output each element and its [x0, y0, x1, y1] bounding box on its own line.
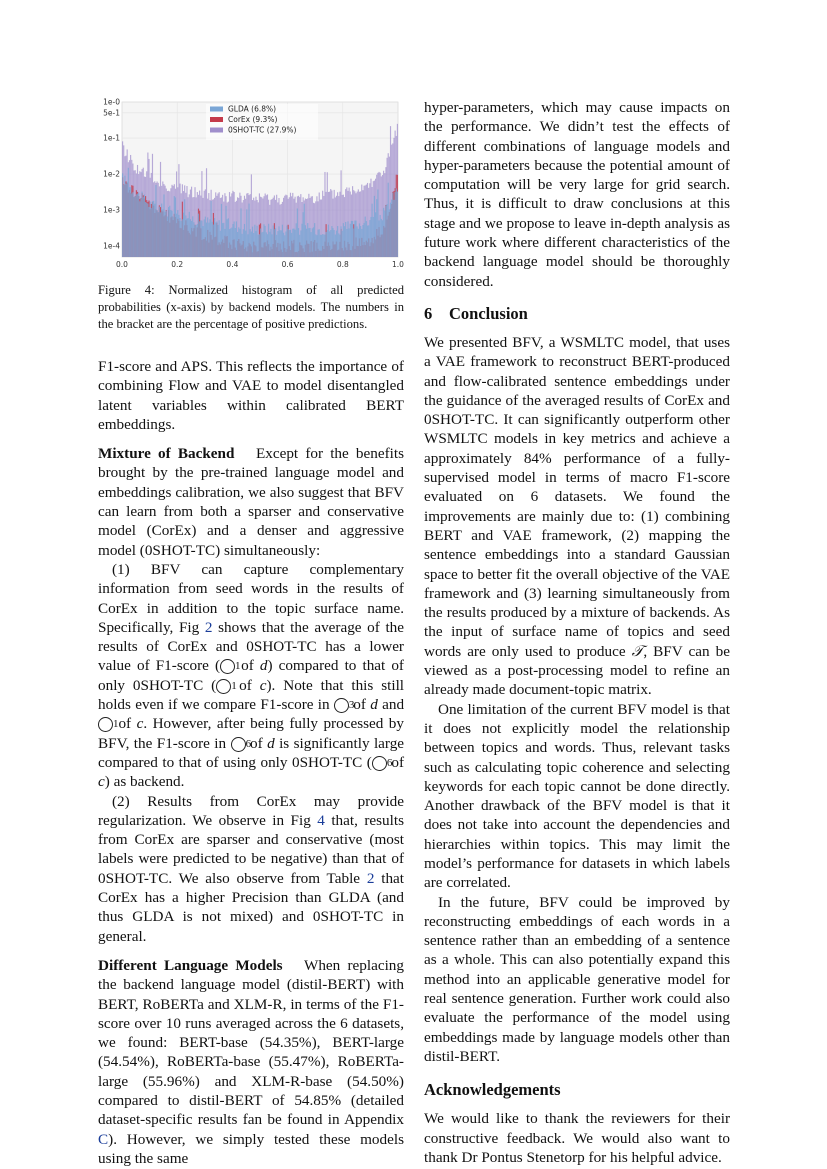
math-var: d — [370, 696, 378, 714]
paragraph-conclusion-2: One limitation of the current BFV model is that it does not explicitly model the relationship between topics and words. Thus, relevant tasks such as calculating topic coherence and selecting keywords for each topic cannot be done directly. Another drawback of the BFV model is that it does not take into account the dependencies and hierarchies within topics. This may limit the model’s performance for datasets in which labels are correlated. — [424, 700, 730, 892]
text: of — [249, 734, 263, 752]
x-tick-label: 0.8 — [336, 260, 349, 269]
text: ). Note that this still holds even if we compare F1-score in — [98, 676, 405, 714]
x-tick-label: 1.0 — [392, 260, 404, 269]
text: (1) BFV can capture complementary information from seed words in the results of CorEx in addition to the topic surface name. Specifically, Fig — [98, 560, 404, 636]
paragraph-conclusion-3: In the future, BFV could be improved by reconstructing embeddings of each words in a sentence rather than an embedding of a sentence as a whole. This can also potentially expand this method into an applicable generative model for real sentence generation. Further work could also evaluate the performance of the model using embeddings made by language models other than distil-BERT. — [424, 893, 730, 1065]
circled-number: 1 — [98, 717, 113, 732]
math-var: c — [136, 715, 144, 733]
x-tick-label: 0.4 — [226, 260, 239, 269]
paragraph-conclusion-1 — [424, 333, 730, 700]
appendix-c-link[interactable]: C — [98, 1130, 109, 1148]
math-var: c — [259, 676, 267, 694]
x-tick-label: 0.0 — [116, 260, 128, 269]
text: of — [353, 696, 366, 714]
left-column — [98, 98, 404, 1168]
x-tick-label: 0.6 — [281, 260, 294, 269]
legend-label: 0SHOT-TC (27.9%) — [228, 125, 297, 135]
text: ) as backend. — [104, 773, 185, 791]
y-tick-label: 1e-4 — [103, 241, 120, 251]
math-var: d — [259, 657, 268, 675]
x-tick-label: 0.2 — [171, 260, 184, 269]
paragraph-complementary — [98, 560, 404, 792]
paragraph-language-models — [98, 956, 404, 1168]
text: is significantly large compared to that of using only 0SHOT-TC ( — [98, 734, 405, 771]
text: , BFV can be viewed as a post-processing model to refine an already made document-topic matrix. — [424, 642, 731, 699]
legend-label: GLDA (6.8%) — [228, 104, 277, 114]
text: ) compared to that of only 0SHOT-TC ( — [98, 657, 404, 694]
figure-caption: Figure 4: Normalized histogram of all predicted probabilities (x-axis) by backend models. The numbers in the bracket are the percentage of positive predictions. — [98, 283, 404, 331]
circled-number: 1 — [216, 679, 231, 694]
text: that CorEx has a higher Precision than GLDA (and thus GLDA is not mixed) and 0SHOT-TC in general. — [98, 869, 404, 945]
y-tick-label: 1e-2 — [103, 169, 120, 179]
mixture-heading: Mixture of Backend — [98, 445, 235, 463]
paragraph-aps: F1-score and APS. This reflects the importance of combining Flow and VAE to model disentangled latent variables within calibrated BERT embeddings. — [98, 358, 404, 433]
paragraph-acknowledgements: We would like to thank the reviewers for their constructive feedback. We would also want to thank Dr Pontus Stenetorp for his helpful advice. — [424, 1110, 730, 1166]
circled-number: 6 — [231, 737, 246, 752]
fig2-link[interactable]: 2 — [204, 618, 213, 636]
text: of — [241, 657, 254, 675]
text: When replacing the backend language model (distil-BERT) with BERT, RoBERTa and XLM-R, in terms of the F1-score over 10 runs averaged across the 6 datasets, we found: BERT-base (54.35%), BERT-large (54.54%), RoBERTa-base (55.47%), RoBERTa-large (55.96%) and XLM-R-base (54.50%) compared to distil-BERT of 54.85% (detailed dataset-specific results fan be found in Appendix — [98, 956, 404, 1129]
paragraph-regularization — [98, 792, 404, 946]
section-heading-conclusion — [424, 304, 730, 324]
mixture-text: Except for the benefits brought by the pre-trained language model and embeddings calibration, we also suggest that BFV can learn from both a sparser and conservative model (CorEx) and a denser and aggressive model (0SHOT-TC) simultaneously: — [98, 445, 405, 559]
circled-number: 6 — [372, 756, 387, 771]
text: and — [382, 696, 405, 714]
y-tick-label: 5e-1 — [103, 108, 120, 118]
table2-link[interactable]: 2 — [366, 869, 375, 887]
right-column — [424, 98, 730, 1167]
text: that, results from CorEx are sparser and conservative (most labels were predicted to be negative) than that of 0SHOT-TC. We also observe from Table — [98, 811, 404, 887]
text: ). However, we simply tested these models using the same — [98, 1130, 404, 1167]
paragraph-hyperparams: hyper-parameters, which may cause impacts on the performance. We didn’t test the effects of different combinations of language models and hyper-parameters because the potential amount of computation will be very large for grid search. Thus, it is difficult to draw conclusions at this stage and we propose to leave in-depth analysis as future work where different characteristics of the backend language model should be thoroughly considered. — [424, 99, 730, 290]
language-models-heading: Different Language Models — [98, 956, 283, 974]
fig4-link[interactable]: 4 — [317, 811, 325, 829]
acknowledgements-heading: Acknowledgements — [424, 1080, 561, 1100]
section-title: Conclusion — [449, 303, 528, 323]
math-var: d — [267, 734, 275, 752]
text: of — [118, 715, 132, 733]
text: of — [391, 753, 405, 771]
text: of — [239, 676, 252, 694]
text: . However, after being fully processed by BFV, the F1-score in — [98, 715, 404, 752]
y-tick-label: 1e-1 — [103, 133, 120, 143]
text: shows that the average of the results of CorEx and 0SHOT-TC has a lower value of F1-score ( — [98, 618, 405, 675]
section-number: 6 — [424, 303, 433, 323]
math-var: 𝒯 — [631, 642, 644, 660]
y-tick-label: 1e-3 — [103, 205, 120, 215]
text: We presented BFV, a WSMLTC model, that uses a VAE framework to reconstruct BERT-produced and flow-calibrated sentence embeddings under the guidance of the averaged results of CorEx and 0SHOT-TC. It can significantly outperform other WSMLTC models in key metrics and achieve a approximately 84% performance of a fully-supervised model in terms of macro F1-score evaluated on 6 datasets. We found the improvements are mainly due to: (1) combining BERT and VAE framework, (2) mapping the sentence embeddings into a standard Gaussian space to better fit the overall objective of the VAE framework and (3) learning simultaneously from the results produced by a mixture of backends. As the input of surface name of topics and seed words are only used to produce — [424, 333, 730, 660]
math-var: c — [98, 773, 105, 791]
paragraph-mixture — [98, 444, 404, 560]
text: (2) Results from CorEx may provide regularization. We observe in Fig — [98, 792, 404, 829]
circled-number: 3 — [334, 698, 349, 713]
legend-label: CorEx (9.3%) — [228, 115, 278, 124]
circled-number: 1 — [220, 659, 235, 674]
y-tick-label: 1e-0 — [103, 98, 120, 107]
